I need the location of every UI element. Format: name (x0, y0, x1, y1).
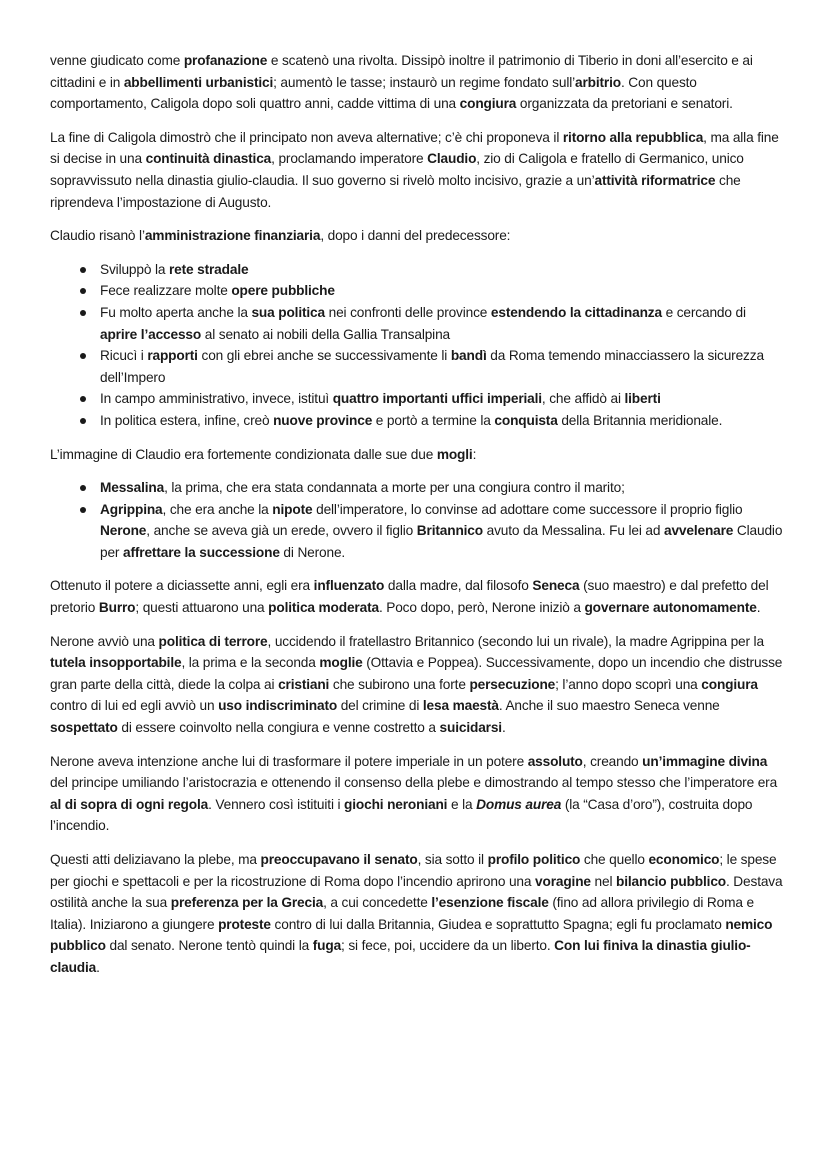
text-run: , dopo i danni del predecessore: (320, 228, 511, 244)
text-run: Claudio risanò l’ (50, 228, 145, 244)
bold-term: proteste (218, 916, 271, 932)
bold-term: profanazione (183, 53, 268, 68)
bold-term: Nerone (100, 523, 147, 539)
text-run: e scatenò una rivolta. Dissipò inoltre il patrimonio di Tiberio in doni all’esercito e ai cittadini e in (50, 53, 753, 90)
bold-term: arbitrio (575, 74, 621, 90)
paragraph (50, 849, 785, 979)
text-run: ; si fece, poi, uccidere da un liberto. (341, 938, 555, 954)
bold-term: sua politica (251, 304, 325, 320)
text-run: Fece realizzare molte (100, 283, 232, 299)
text-run: . Vennero così istituiti i (208, 796, 345, 812)
text-run: al senato ai nobili della Gallia Transalpina (201, 326, 451, 342)
paragraph (50, 631, 785, 739)
text-run: ; aumentò le tasse; instaurò un regime fondato sull’ (273, 74, 575, 90)
text-run: ; le spese per giochi e spettacoli e per la ricostruzione di Roma dopo l’incendio aprirono una (50, 852, 777, 889)
bold-term: bilancio pubblico (616, 873, 726, 889)
text-run: , ma alla fine si decise in una (50, 129, 779, 167)
text-run: , proclamando imperatore (271, 151, 428, 167)
bold-term: politica moderata (268, 600, 379, 616)
bold-term: tutela insopportabile (50, 655, 182, 671)
bold-term: economico (648, 852, 720, 867)
text-run: dell’imperatore, lo convinse ad adottare come successore il proprio figlio (312, 501, 743, 517)
bold-term: politica di terrore (158, 633, 268, 649)
text-run: , creando (582, 753, 643, 769)
bold-term: influenzato (313, 578, 385, 594)
list-item (100, 345, 785, 388)
bold-term: giochi neroniani (344, 796, 448, 812)
text-run: che quello (580, 852, 649, 867)
bullet-list (50, 477, 785, 563)
text-run: Nerone aveva intenzione anche lui di trasformare il potere imperiale in un potere (50, 753, 528, 769)
text-run: Questi atti deliziavano la plebe, ma (50, 852, 261, 867)
bold-term: nuove province (273, 412, 373, 428)
text-run: nei confronti delle province (324, 304, 491, 320)
list-item (100, 499, 785, 564)
bold-term: amministrazione finanziaria (144, 228, 321, 244)
bold-term: estendendo la cittadinanza (490, 304, 662, 320)
text-run: della Britannia meridionale. (557, 412, 723, 428)
text-run: con gli ebrei anche se successivamente li (197, 348, 451, 364)
italic-term: Domus aurea (476, 796, 562, 812)
text-run: : (472, 446, 477, 462)
bold-term: un’immagine divina (642, 753, 768, 769)
text-run: . Anche il suo maestro Seneca venne (498, 698, 720, 714)
bold-term: Britannico (416, 523, 483, 539)
text-run: del principe umiliando l’aristocrazia e ottenendo il consenso della plebe e dimostrando al tempo stesso che l’imperatore era (50, 775, 778, 791)
text-run: , che affidò ai (541, 391, 625, 407)
paragraph (50, 225, 785, 247)
bold-term: governare autonomamente (584, 600, 757, 616)
bold-term: conquista (494, 412, 558, 428)
text-run: e cercando di (661, 304, 746, 320)
text-run: , che era anche la (162, 501, 273, 517)
bold-term: abbellimenti urbanistici (123, 74, 274, 90)
bold-term: Agrippina (100, 501, 163, 517)
bold-term: liberti (624, 391, 661, 407)
text-run: , anche se aveva già un erede, ovvero il figlio (146, 523, 417, 539)
bold-term: preferenza per la Grecia (170, 895, 324, 911)
text-run: ; l’anno dopo scoprì una (555, 676, 702, 692)
text-run: ; questi attuarono una (135, 600, 269, 616)
bold-term: lesa maestà (422, 698, 499, 714)
text-run: La fine di Caligola dimostrò che il principato non aveva alternative; c’è chi proponeva il (50, 129, 563, 145)
text-run: , a cui concedette (323, 895, 432, 911)
bold-term: attività riformatrice (594, 172, 716, 188)
text-run: Nerone avviò una (50, 633, 159, 649)
text-run: . (96, 959, 100, 975)
bold-term: voragine (535, 873, 591, 889)
paragraph (50, 444, 785, 466)
text-run: venne giudicato come (50, 53, 184, 68)
text-run: , sia sotto il (417, 852, 488, 867)
document-page (50, 50, 785, 991)
bold-term: persecuzione (469, 676, 556, 692)
paragraph (50, 575, 785, 618)
text-run: (Ottavia e Poppea). Successivamente, dopo un incendio che distrusse gran parte della città, diede la colpa ai (50, 655, 783, 692)
text-run: Fu molto aperta anche la (100, 304, 252, 320)
text-run: contro di lui ed egli avviò un (50, 698, 219, 714)
text-run: che subirono una forte (329, 676, 470, 692)
text-run: e portò a termine la (372, 412, 495, 428)
text-run: Sviluppò la (100, 261, 169, 277)
text-run: che riprendeva l’impostazione di Augusto. (50, 172, 741, 210)
text-run: . (501, 720, 506, 736)
bold-term: nipote (272, 501, 313, 517)
text-run: dal senato. Nerone tentò quindi la (105, 938, 313, 954)
bold-term: mogli (436, 446, 473, 462)
text-run: . Destava ostilità anche la sua (50, 873, 783, 911)
bold-term: bandì (450, 348, 487, 364)
text-run: e la (447, 796, 477, 812)
text-run: avuto da Messalina. Fu lei ad (482, 523, 664, 539)
text-run: di essere coinvolto nella congiura e venne costretto a (117, 720, 440, 736)
paragraph (50, 127, 785, 213)
bold-term: continuità dinastica (145, 151, 272, 167)
text-run: , zio di Caligola e fratello di Germanico, unico sopravvissuto nella dinastia giulio-claudia. Il suo governo si rivelò molto incisivo, grazie a un’ (50, 151, 744, 188)
text-run: organizzata da pretoriani e senatori. (516, 96, 733, 112)
text-run: Ricucì i (100, 348, 148, 364)
text-run: Ottenuto il potere a diciassette anni, egli era (50, 578, 314, 594)
bold-term: Messalina (100, 480, 165, 496)
bold-term: opere pubbliche (231, 283, 335, 299)
text-run: di Nerone. (279, 544, 346, 560)
text-run: , la prima e la seconda (181, 655, 320, 671)
list-item (100, 477, 785, 499)
bold-term: Seneca (532, 578, 580, 594)
paragraph (50, 751, 785, 837)
bold-term: Burro (98, 600, 136, 616)
bullet-list (50, 259, 785, 432)
bold-term: congiura (459, 96, 517, 112)
text-run: . Con questo comportamento, Caligola dopo soli quattro anni, cadde vittima di una (50, 74, 697, 112)
bold-term: uso indiscriminato (218, 698, 338, 714)
text-run: In campo amministrativo, invece, istituì (100, 391, 333, 407)
text-run: . (756, 600, 761, 616)
text-run: . Poco dopo, però, Nerone iniziò a (378, 600, 585, 616)
text-run: contro di lui dalla Britannia, Giudea e soprattutto Spagna; egli fu proclamato (270, 916, 726, 932)
bold-term: assoluto (527, 753, 583, 769)
list-item (100, 280, 785, 302)
list-item (100, 410, 785, 432)
bold-term: l’esenzione fiscale (431, 895, 549, 911)
bold-term: moglie (319, 655, 363, 671)
bold-term: preoccupavano il senato (260, 852, 418, 867)
bold-term: fuga (312, 938, 342, 954)
text-run: In politica estera, infine, creò (100, 412, 274, 428)
bold-term: cristiani (278, 676, 330, 692)
bold-term: rete stradale (168, 261, 249, 277)
text-run: da Roma temendo minacciassero la sicurezza dell’Impero (100, 348, 764, 385)
bold-term: quattro importanti uffici imperiali (332, 391, 542, 407)
text-run: (la “Casa d’oro”), costruita dopo l’incendio. (50, 796, 753, 834)
bold-term: avvelenare (663, 523, 734, 539)
text-run: (suo maestro) e dal prefetto del pretorio (50, 578, 769, 616)
bold-term: al di sopra di ogni regola (50, 796, 209, 812)
bold-term (476, 797, 561, 812)
bold-term: aprire l’accesso (100, 326, 202, 342)
bold-term: Con lui finiva la dinastia giulio-claudia (50, 938, 751, 975)
text-run: L’immagine di Claudio era fortemente condizionata dalle sue due (50, 446, 437, 462)
bold-term: congiura (701, 676, 758, 692)
bold-term: profilo politico (487, 852, 581, 867)
paragraph (50, 50, 785, 115)
list-item (100, 302, 785, 345)
text-run: , uccidendo il fratellastro Britannico (secondo lui un rivale), la madre Agrippina per la (267, 633, 764, 649)
bold-term: ritorno alla repubblica (562, 129, 704, 145)
bold-term: suicidarsi (439, 720, 502, 736)
list-item (100, 388, 785, 410)
text-run: nel (590, 873, 616, 889)
bold-term: sospettato (50, 720, 118, 736)
bold-term: rapporti (147, 348, 198, 364)
bold-term: nemico pubblico (50, 916, 773, 954)
list-item (100, 259, 785, 281)
bold-term: Claudio (427, 151, 477, 167)
bold-term: affrettare la successione (123, 544, 280, 560)
text-run: , la prima, che era stata condannata a morte per una congiura contro il marito; (164, 480, 625, 496)
text-run: Claudio per (100, 523, 783, 560)
text-run: (fino ad allora privilegio di Roma e Italia). Iniziarono a giungere (50, 895, 754, 932)
text-run: del crimine di (337, 698, 423, 714)
text-run: dalla madre, dal filosofo (384, 578, 533, 594)
